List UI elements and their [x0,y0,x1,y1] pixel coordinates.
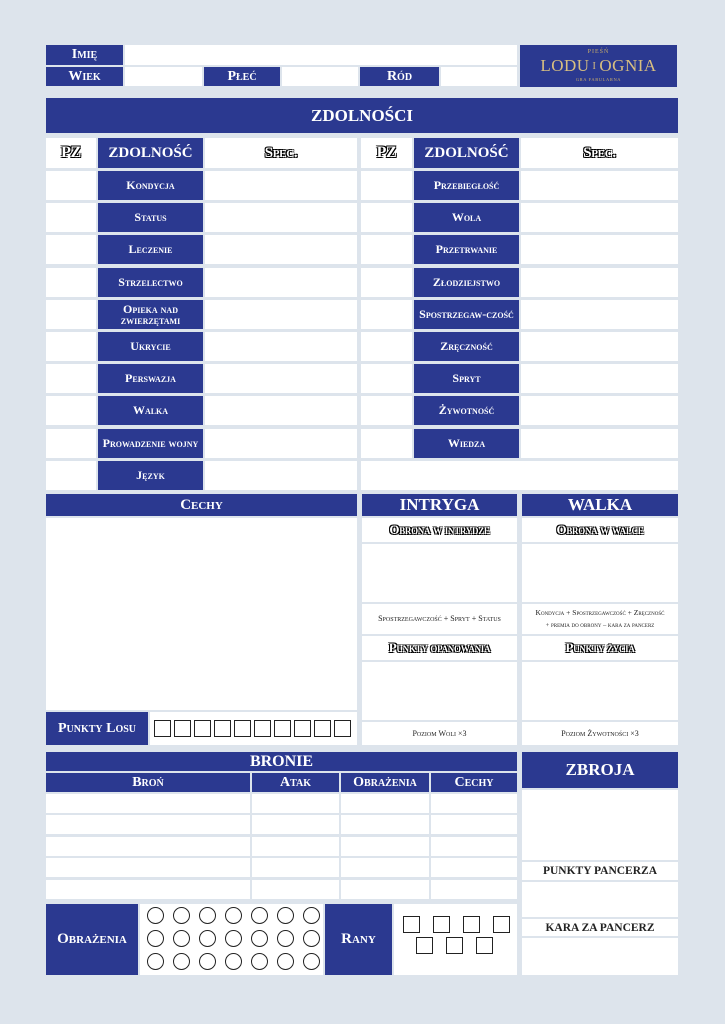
weapon-cell[interactable] [341,794,429,813]
ability-pz-field[interactable] [46,268,96,297]
weapon-cell[interactable] [46,794,250,813]
weapon-cell[interactable] [431,815,517,834]
weapon-cell[interactable] [341,880,429,899]
ability-name: Zręczność [414,332,519,361]
ability-name: Spryt [414,364,519,393]
armor-rating-label: PUNKTY PANCERZA [522,862,678,880]
ability-pz-field[interactable] [361,364,412,393]
ability-pz-field[interactable] [361,171,412,200]
ability-pz-field[interactable] [361,396,412,425]
wound-box[interactable] [416,937,433,954]
fate-point-box[interactable] [234,720,251,737]
damage-circle[interactable] [277,907,294,924]
weapon-col-traits: Cechy [431,773,517,792]
logo-sep: I [592,60,597,72]
ability-spec-field[interactable] [205,364,357,393]
damage-circle[interactable] [277,930,294,947]
wound-box[interactable] [463,916,480,933]
ability-pz-field[interactable] [361,429,412,458]
ability-spec-field[interactable] [521,268,678,297]
damage-label: Obrażenia [46,904,138,975]
wound-box[interactable] [433,916,450,933]
ability-spec-field[interactable] [205,268,357,297]
wound-box[interactable] [476,937,493,954]
damage-circle[interactable] [173,930,190,947]
damage-circle[interactable] [173,953,190,970]
damage-circle[interactable] [225,930,242,947]
weapon-cell[interactable] [46,837,250,856]
ability-pz-field[interactable] [46,235,96,264]
ability-pz-field[interactable] [46,300,96,329]
fate-point-box[interactable] [174,720,191,737]
house-field[interactable] [441,67,517,86]
game-logo [520,45,677,87]
wound-box[interactable] [493,916,510,933]
ability-name: Leczenie [98,235,203,264]
ability-header-right: ZDOLNOŚĆ [414,138,519,168]
combat-defense-formula-1: Kondycja + Spostrzegawczość + Zręczność [535,608,665,617]
ability-pz-field[interactable] [46,171,96,200]
ability-name: Wola [414,203,519,232]
damage-circle[interactable] [173,907,190,924]
ability-spec-field[interactable] [205,300,357,329]
weapon-cell[interactable] [252,837,339,856]
ability-pz-field[interactable] [46,396,96,425]
ability-name: Strzelectwo [98,268,203,297]
damage-circle[interactable] [251,930,268,947]
ability-name: Kondycja [98,171,203,200]
ability-pz-field[interactable] [361,268,412,297]
weapon-cell[interactable] [46,880,250,899]
damage-circle[interactable] [303,953,320,970]
combat-defense-formula-2: + premia do obrony – kara za pancerz [545,621,655,629]
ability-pz-field[interactable] [46,364,96,393]
ability-pz-field[interactable] [46,461,96,490]
weapon-cell[interactable] [431,880,517,899]
name-label: Imię [46,45,123,65]
weapon-cell[interactable] [252,815,339,834]
damage-circle[interactable] [199,907,216,924]
armor-field[interactable] [522,790,678,860]
damage-circle[interactable] [225,953,242,970]
age-field[interactable] [125,67,202,86]
spec-header-left: Spec. [205,138,357,168]
damage-circle[interactable] [147,907,164,924]
fate-point-box[interactable] [274,720,291,737]
combat-defense-label: Obrona w walce [522,518,678,542]
weapon-cell[interactable] [341,815,429,834]
ability-spec-field[interactable] [205,396,357,425]
ability-name: Przebiegłość [414,171,519,200]
fate-point-box[interactable] [254,720,271,737]
combat-defense-formula [522,604,678,634]
damage-circle[interactable] [147,930,164,947]
house-label: Ród [360,67,439,86]
wounds-track [394,904,517,975]
damage-circle[interactable] [251,953,268,970]
ability-pz-field[interactable] [46,429,96,458]
ability-spec-field[interactable] [521,332,678,361]
weapon-cell[interactable] [46,858,250,877]
ability-pz-field[interactable] [361,332,412,361]
damage-circle[interactable] [199,930,216,947]
abilities-title: ZDOLNOŚCI [46,98,678,133]
weapon-cell[interactable] [431,858,517,877]
armor-title: ZBROJA [522,752,678,788]
combat-defense-field[interactable] [522,544,678,602]
weapon-cell[interactable] [252,858,339,877]
damage-circle[interactable] [225,907,242,924]
weapon-cell[interactable] [341,858,429,877]
ability-pz-field[interactable] [46,203,96,232]
fate-point-box[interactable] [214,720,231,737]
ability-spec-field[interactable] [205,461,357,490]
ability-spec-field[interactable] [521,429,678,458]
weapon-col-name: Broń [46,773,250,792]
fate-point-box[interactable] [154,720,171,737]
ability-name: Żywotność [414,396,519,425]
weapon-cell[interactable] [252,880,339,899]
logo-top: PIEŚŃ [587,49,610,55]
fate-point-box[interactable] [314,720,331,737]
traits-title: Cechy [46,494,357,516]
ability-spec-field[interactable] [205,171,357,200]
ability-name: Złodziejstwo [414,268,519,297]
weapon-col-damage: Obrażenia [341,773,429,792]
ability-name: Status [98,203,203,232]
ability-pz-field[interactable] [361,300,412,329]
ability-spec-field[interactable] [205,203,357,232]
ability-name: Spostrzegaw-czość [414,300,519,329]
weapon-cell[interactable] [341,837,429,856]
ability-pz-field[interactable] [46,332,96,361]
ability-spec-field[interactable] [521,364,678,393]
fate-point-box[interactable] [194,720,211,737]
ability-pz-field[interactable] [361,203,412,232]
pz-header-left: PZ [46,138,96,168]
ability-spec-field[interactable] [521,396,678,425]
wound-box[interactable] [446,937,463,954]
ability-spec-field[interactable] [521,300,678,329]
composure-formula: Poziom Woli ×3 [362,722,517,745]
ability-name: Opieka nad zwierzętami [98,300,203,329]
logo-bottom: GRA FABULARNA [575,77,622,82]
health-field[interactable] [522,662,678,720]
ability-name: Język [98,461,203,490]
wounds-label: Rany [325,904,392,975]
name-field[interactable] [125,45,517,65]
intrigue-defense-label: Obrona w intrydze [362,518,517,542]
damage-circle[interactable] [199,953,216,970]
damage-circle[interactable] [303,907,320,924]
health-formula: Poziom Żywotności ×3 [522,722,678,745]
ability-name: Wiedza [414,429,519,458]
damage-track [140,904,323,975]
weapon-cell[interactable] [431,794,517,813]
ability-spec-field[interactable] [521,235,678,264]
ability-empty-cell [361,461,678,490]
spec-header-right: Spec. [521,138,678,168]
damage-circle[interactable] [251,907,268,924]
logo-right: OGNIA [599,56,657,75]
ability-name: Przetrwanie [414,235,519,264]
logo-left: LODU [540,56,590,75]
ability-name: Ukrycie [98,332,203,361]
weapons-title: BRONIE [46,752,517,771]
damage-circle[interactable] [303,930,320,947]
ability-name: Prowadzenie wojny [98,429,203,458]
combat-title: WALKA [522,494,678,516]
composure-field[interactable] [362,662,517,720]
ability-name: Walka [98,396,203,425]
damage-circle[interactable] [277,953,294,970]
fate-point-box[interactable] [334,720,351,737]
fate-points-track [150,712,357,745]
ability-spec-field[interactable] [205,332,357,361]
armor-rating-field[interactable] [522,882,678,917]
ability-spec-field[interactable] [521,171,678,200]
health-label: Punkty życia [522,636,678,660]
intrigue-title: INTRYGA [362,494,517,516]
damage-circle[interactable] [147,953,164,970]
ability-spec-field[interactable] [205,235,357,264]
armor-penalty-label: KARA ZA PANCERZ [522,919,678,936]
wound-box[interactable] [403,916,420,933]
pz-header-right: PZ [361,138,412,168]
intrigue-defense-field[interactable] [362,544,517,602]
armor-penalty-field[interactable] [522,938,678,975]
weapon-col-attack: Atak [252,773,339,792]
weapon-cell[interactable] [252,794,339,813]
sex-field[interactable] [282,67,358,86]
weapon-cell[interactable] [431,837,517,856]
fate-point-box[interactable] [294,720,311,737]
traits-area[interactable] [46,518,357,710]
fate-points-label: Punkty Losu [46,712,148,745]
ability-spec-field[interactable] [205,429,357,458]
composure-label: Punkty opanowania [362,636,517,660]
ability-header-left: ZDOLNOŚĆ [98,138,203,168]
intrigue-defense-formula: Spostrzegawczość + Spryt + Status [362,604,517,634]
ability-pz-field[interactable] [361,235,412,264]
weapon-cell[interactable] [46,815,250,834]
sex-label: Płeć [204,67,280,86]
ability-name: Perswazja [98,364,203,393]
age-label: Wiek [46,67,123,86]
ability-spec-field[interactable] [521,203,678,232]
